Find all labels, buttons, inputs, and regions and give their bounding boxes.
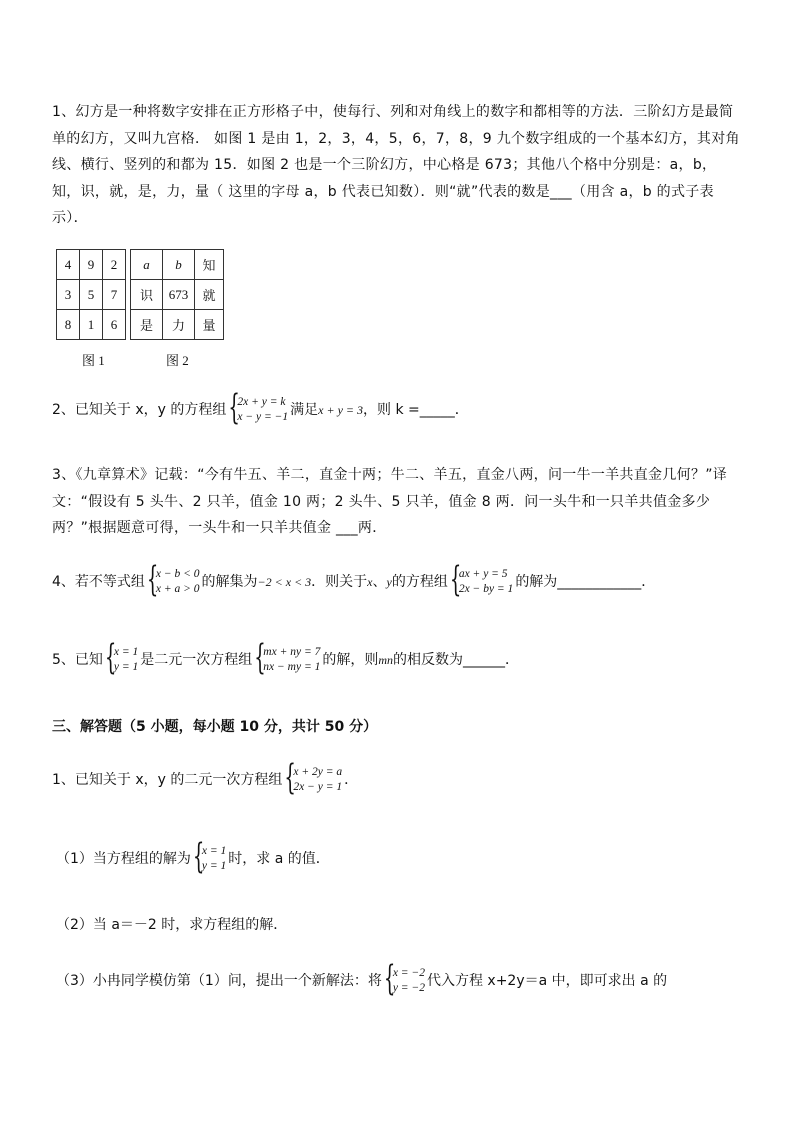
problem-1-part-2: （2）当 a＝－2 时，求方程组的解． <box>56 917 288 933</box>
p1-part1-suffix: 时，求 a 的值． <box>228 851 330 867</box>
fig1-cell: 8 <box>57 310 80 340</box>
equation-row: x = 1 <box>113 646 139 658</box>
fig1-cell: 9 <box>80 250 103 280</box>
fig2-cell: 力 <box>163 310 195 340</box>
equation-row: x = 1 <box>201 845 227 857</box>
equation-row: y = −2 <box>392 982 425 994</box>
q4-prefix: 4、若不等式组 <box>52 574 145 590</box>
equation-row: x − y = −1 <box>237 411 289 423</box>
fig1-cell: 7 <box>103 280 126 310</box>
q5-equation-system: { mx + ny = 7 nx − my = 1 <box>254 638 321 679</box>
equation-row: x + 2y = a <box>293 766 343 778</box>
question-5 <box>52 638 520 679</box>
q5-mid2: 的解，则 <box>322 652 379 668</box>
fig1-cell: 4 <box>57 250 80 280</box>
p1-prefix: 1、已知关于 x，y 的二元一次方程组 <box>52 772 283 788</box>
q5-prefix: 5、已知 <box>52 652 103 668</box>
fig1-cell: 3 <box>57 280 80 310</box>
equation-row: x + a > 0 <box>155 583 200 595</box>
fig1-cell: 2 <box>103 250 126 280</box>
equation-row: 2x − by = 1 <box>458 583 514 595</box>
q4-suffix: 的解为____________． <box>515 574 656 590</box>
figure-2-caption: 图 2 <box>166 353 189 368</box>
p1-part3-prefix: （3）小冉同学模仿第（1）问，提出一个新解法：将 <box>56 973 382 989</box>
equation-row: nx − my = 1 <box>263 661 321 673</box>
q5-suffix: 的相反数为______． <box>393 652 520 668</box>
p1-suffix: ． <box>344 772 359 788</box>
q5-solution-system: { x = 1 y = 1 <box>104 638 139 679</box>
q2-equation-system: { 2x + y = k x − y = −1 <box>228 388 289 429</box>
q4-mid1: 的解集为 <box>201 574 258 590</box>
q2-prefix: 2、已知关于 x，y 的方程组 <box>52 402 227 418</box>
figure-1-caption: 图 1 <box>82 353 105 368</box>
q2-condition: x + y = 3 <box>318 403 363 417</box>
equation-row: ax + y = 5 <box>458 568 508 580</box>
q5-expression: mn <box>378 653 394 667</box>
equation-row: x − b < 0 <box>155 568 200 580</box>
fig2-cell: 就 <box>195 280 224 310</box>
p1-part3-system: { x = −2 y = −2 <box>383 959 425 1000</box>
magic-square-figure-2 <box>130 249 224 340</box>
magic-square-figure-1 <box>56 249 126 340</box>
q4-mid2: ．则关于 <box>311 574 368 590</box>
p1-equation-system: { x + 2y = a 2x − y = 1 <box>284 758 343 799</box>
equation-row: y = 1 <box>113 661 139 673</box>
question-1-text: 1、幻方是一种将数字安排在正方形格子中，使每行、列和对角线上的数字和都相等的方法．三阶幻方是最简单的幻方，又叫九宫格． 如图 1 是由 1，2，3，4，5，6，7，8，9 九个数字组成的一个基本幻方，其对角线、横行、竖列的和都为 15．如图 2 也是一个三阶幻方，中心格是 673；其他八个格中分别是：a，b，知，识，就，是，力，量（ 这里的字母 a，b 代表已知数）．则“就”代表的数是___（用含 a，b 的式子表示）． <box>52 104 740 226</box>
fig2-cell: 识 <box>131 280 163 310</box>
problem-1 <box>52 758 359 799</box>
fig2-cell: a <box>131 250 163 280</box>
question-2 <box>52 388 469 429</box>
q4-var-x: x <box>367 575 373 589</box>
q4-var-y: y <box>386 575 392 589</box>
q4-equation-system: { ax + y = 5 2x − by = 1 <box>449 560 514 601</box>
q4-sep: 、 <box>372 574 387 590</box>
equation-row: 2x − y = 1 <box>293 781 343 793</box>
q2-mid: 满足 <box>290 402 319 418</box>
q4-mid3: 的方程组 <box>391 574 448 590</box>
fig1-cell: 6 <box>103 310 126 340</box>
p1-part1-system: { x = 1 y = 1 <box>192 837 227 878</box>
problem-1-part-3 <box>56 959 668 1000</box>
question-4 <box>52 560 656 601</box>
q4-inequality-system: { x − b < 0 x + a > 0 <box>146 560 200 601</box>
q4-range: −2 < x < 3 <box>257 575 312 589</box>
fig2-cell: 是 <box>131 310 163 340</box>
fig2-cell: 673 <box>163 280 195 310</box>
fig1-cell: 1 <box>80 310 103 340</box>
p1-part1-prefix: （1）当方程组的解为 <box>56 851 191 867</box>
equation-row: 2x + y = k <box>237 396 286 408</box>
equation-row: x = −2 <box>392 967 425 979</box>
fig1-cell: 5 <box>80 280 103 310</box>
question-3-text: 3、《九章算术》记载：“今有牛五、羊二，直金十两；牛二、羊五，直金八两，问一牛一羊共直金几何？”译文：“假设有 5 头牛、2 只羊，值金 10 两；2 头牛、5 只羊，值金 8 两．问一头牛和一只羊共值金多少两？”根据题意可得，一头牛和一只羊共值金 ___两． <box>52 467 728 536</box>
equation-row: mx + ny = 7 <box>263 646 321 658</box>
equation-row: y = 1 <box>201 860 227 872</box>
problem-1-part-1 <box>56 837 330 878</box>
p1-part3-mid: 代入方程 x+2y＝a 中，即可求出 a 的 <box>426 973 668 989</box>
q2-suffix: ，则 k =_____． <box>363 402 469 418</box>
fig2-cell: b <box>163 250 195 280</box>
fig2-cell: 量 <box>195 310 224 340</box>
section-3-heading: 三、解答题（5 小题，每小题 10 分，共计 50 分） <box>52 719 378 735</box>
fig2-cell: 知 <box>195 250 224 280</box>
q5-mid1: 是二元一次方程组 <box>140 652 253 668</box>
